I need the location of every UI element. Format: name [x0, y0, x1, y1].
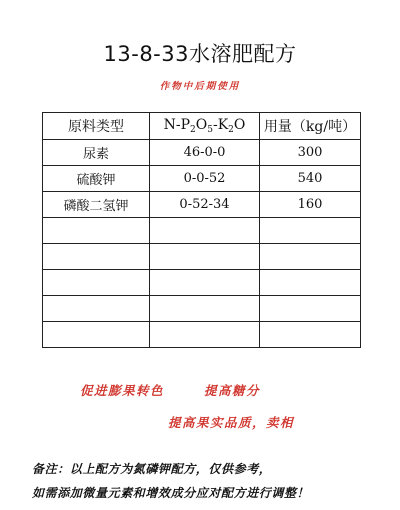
benefit-note-3: 提高果实品质，卖相: [168, 415, 295, 430]
table-row: [43, 270, 361, 296]
table-cell: [150, 244, 260, 270]
table-cell: 300: [260, 140, 361, 166]
table-row: [43, 192, 361, 218]
table-cell: 46-0-0: [150, 140, 260, 166]
table-cell: [43, 218, 150, 244]
table-cell: 540: [260, 166, 361, 192]
table-cell: [43, 322, 150, 348]
benefit-note-1: 促进膨果转色: [80, 383, 165, 398]
table-cell: [260, 218, 361, 244]
table-cell: [43, 296, 150, 322]
table-cell: 硫酸钾: [43, 166, 150, 192]
table-cell: [260, 270, 361, 296]
npk-formula: $N-P_2O_5-K_2O$: [163, 117, 246, 135]
table-cell: [43, 270, 150, 296]
table-row: [43, 140, 361, 166]
usage-subtitle: 作物中后期使用: [159, 81, 241, 92]
header-dosage: 用量（kg/吨）: [260, 113, 361, 140]
remark-line-2: 如需添加微量元素和增效成分应对配方进行调整！: [32, 486, 310, 500]
formula-table: [42, 112, 361, 348]
table-cell: [150, 296, 260, 322]
table-cell: 0-0-52: [150, 166, 260, 192]
table-cell: 160: [260, 192, 361, 218]
table-header-row: [43, 113, 361, 140]
table-cell: [43, 244, 150, 270]
table-cell: 0-52-34: [150, 192, 260, 218]
table-cell: [150, 322, 260, 348]
table-row: [43, 296, 361, 322]
table-cell: [150, 270, 260, 296]
remark-line-1: 备注：以上配方为氮磷钾配方，仅供参考，: [32, 462, 272, 476]
table-cell: [260, 296, 361, 322]
table-cell: [260, 244, 361, 270]
table-cell: 尿素: [43, 140, 150, 166]
table-cell: 磷酸二氢钾: [43, 192, 150, 218]
page-title: 13-8-33水溶肥配方: [103, 42, 297, 66]
table-cell: [150, 218, 260, 244]
header-material-type: 原料类型: [43, 113, 150, 140]
benefit-note-2: 提高糖分: [204, 383, 261, 398]
table-cell: [260, 322, 361, 348]
header-npk: [150, 113, 260, 140]
table-row: [43, 166, 361, 192]
table-row: [43, 218, 361, 244]
table-row: [43, 244, 361, 270]
table-row: [43, 322, 361, 348]
